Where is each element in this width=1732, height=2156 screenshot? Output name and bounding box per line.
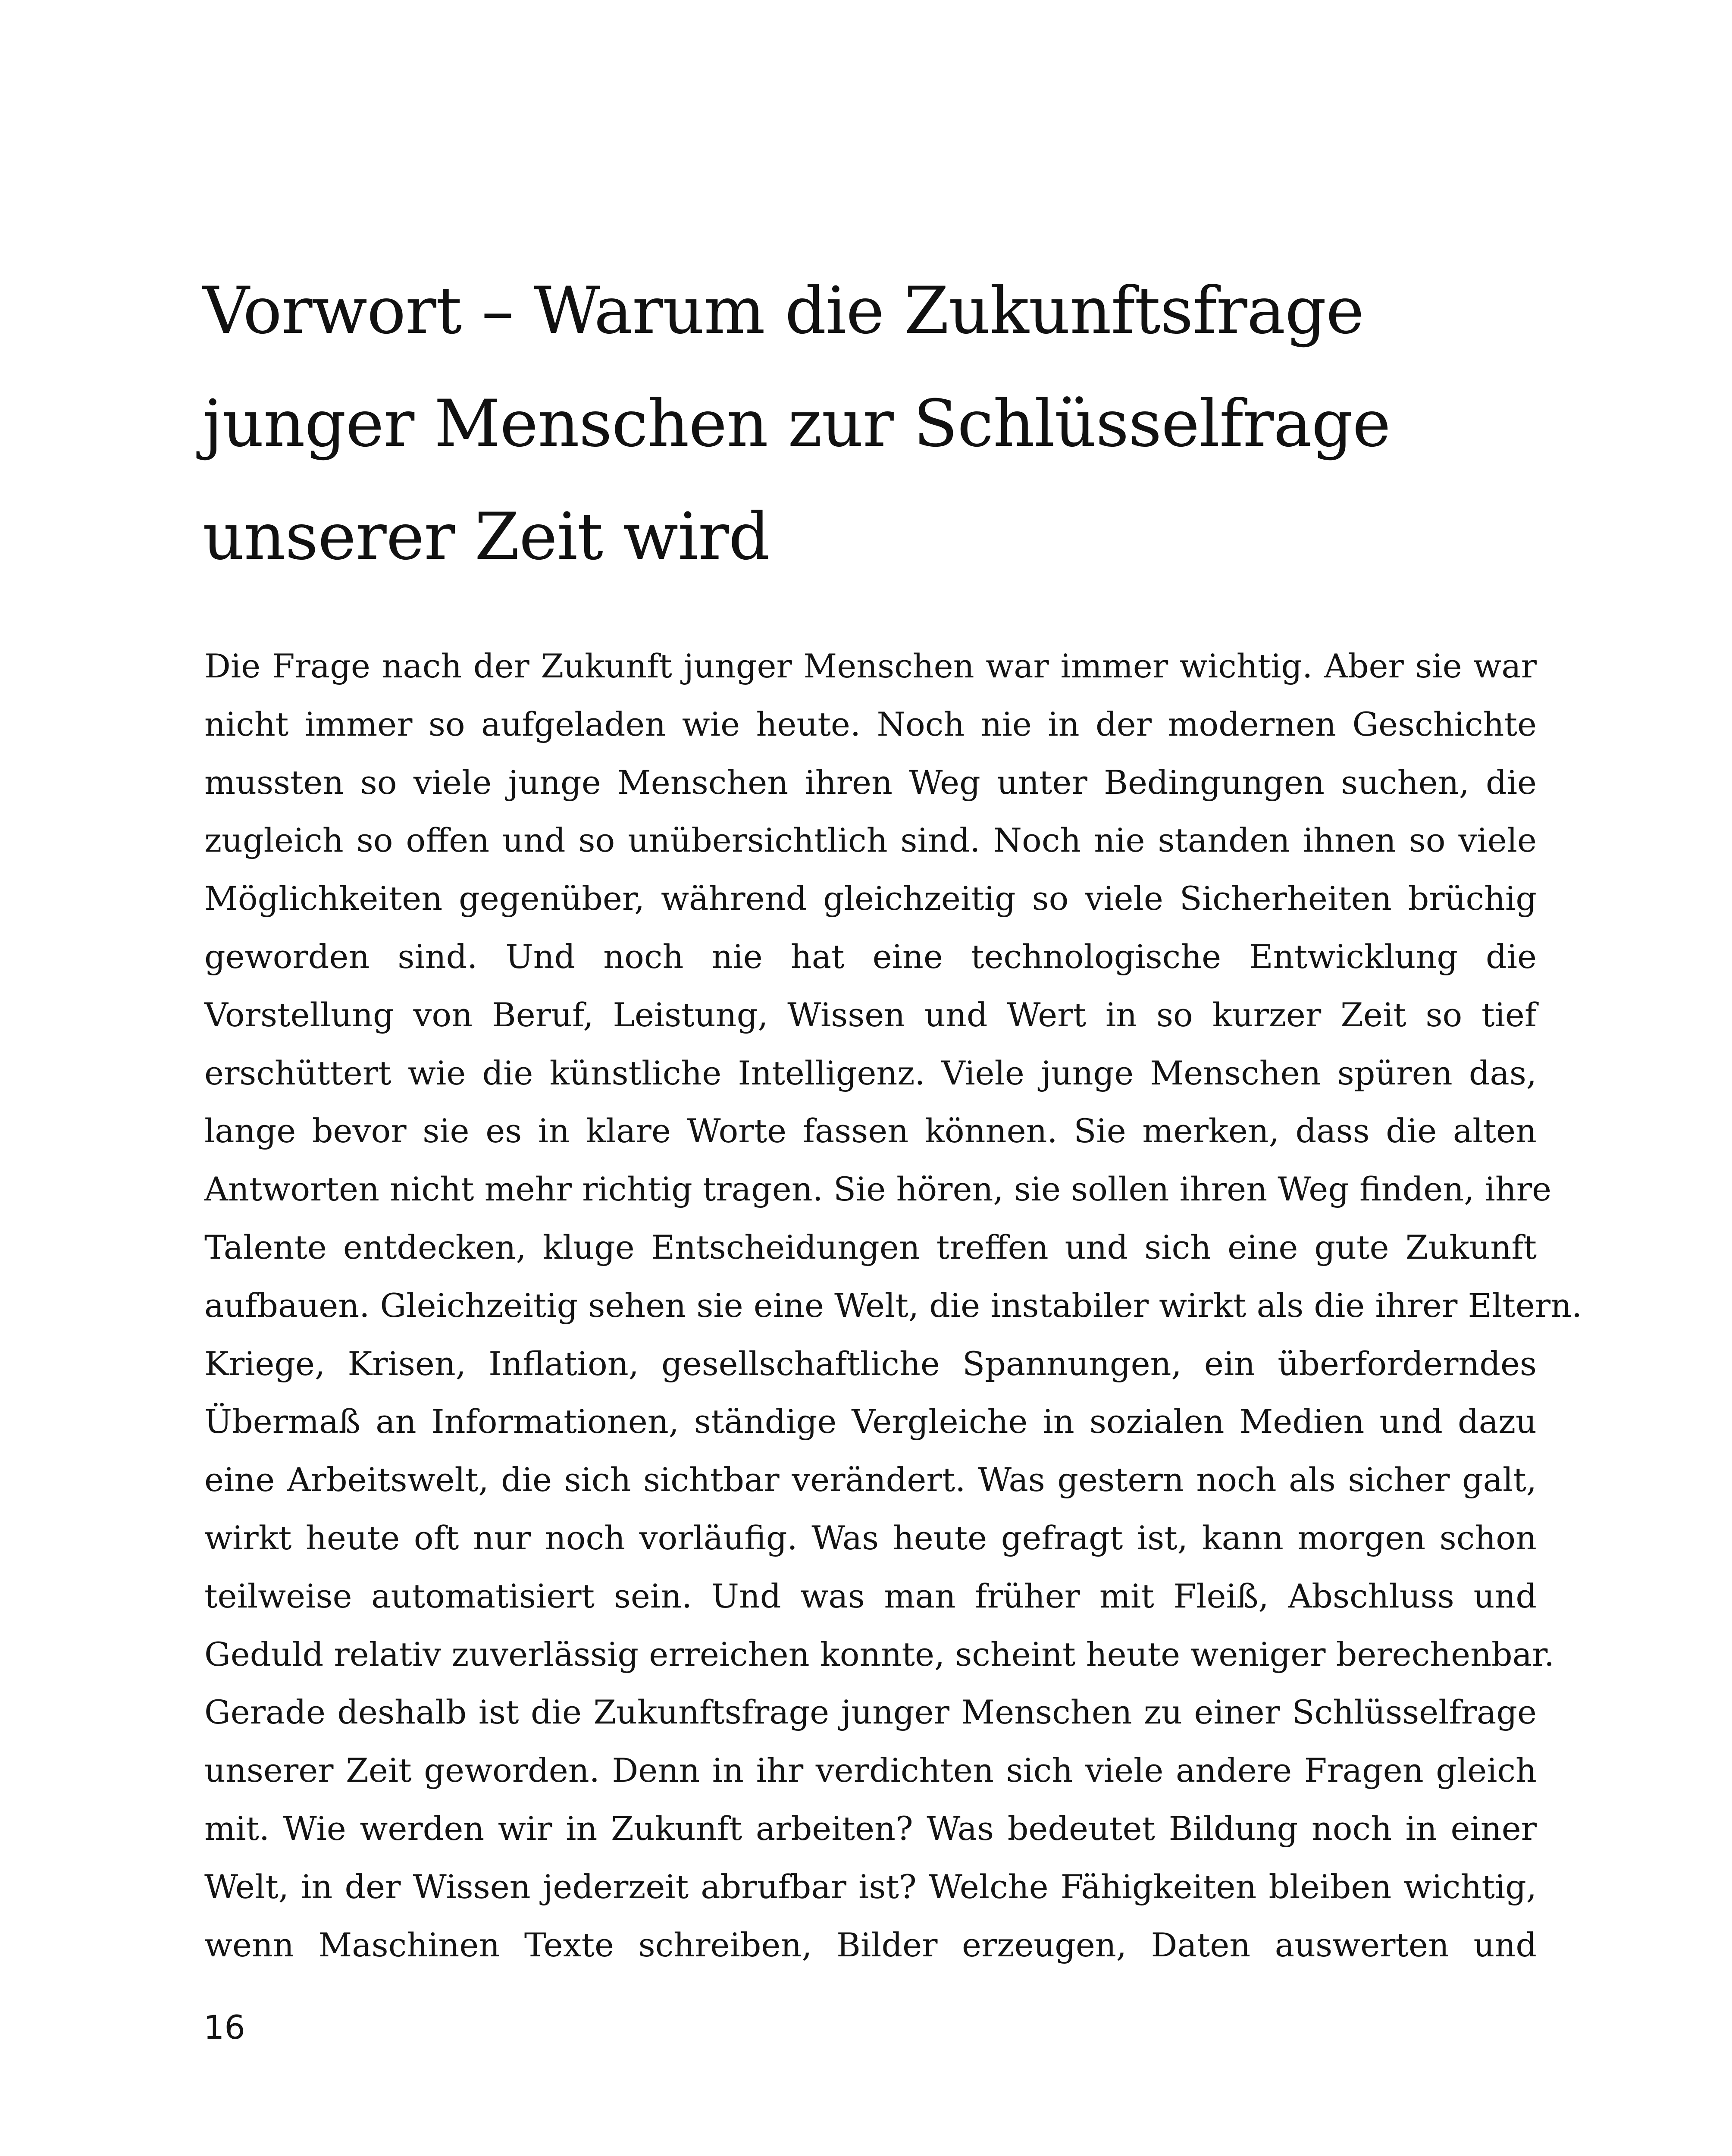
body-paragraph (204, 637, 1582, 1974)
text-line: erschüttert wie die künstliche Intelligenz. Viele junge Menschen spüren das, (204, 1053, 1537, 1092)
text-line: aufbauen. Gleichzeitig sehen sie eine Welt, die instabiler wirkt als die ihrer Eltern. (204, 1286, 1582, 1325)
page-number: 16 (204, 2008, 245, 2046)
text-line: Gerade deshalb ist die Zukunftsfrage junger Menschen zu einer Schlüsselfrage (204, 1693, 1537, 1732)
text-line: Antworten nicht mehr richtig tragen. Sie hören, sie sollen ihren Weg finden, ihre (204, 1170, 1552, 1209)
text-line: teilweise automatisiert sein. Und was man früher mit Fleiß, Abschluss und (204, 1576, 1537, 1615)
text-line: Geduld relativ zuverlässig erreichen konnte, scheint heute weniger berechenbar. (204, 1635, 1555, 1673)
text-line: Übermaß an Informationen, ständige Vergleiche in sozialen Medien und dazu (204, 1402, 1537, 1441)
text-line: Talente entdecken, kluge Entscheidungen treffen und sich eine gute Zukunft (204, 1228, 1537, 1266)
text-line: mussten so viele junge Menschen ihren Weg unter Bedingungen suchen, die (204, 763, 1537, 802)
text-line: wirkt heute oft nur noch vorläufig. Was heute gefragt ist, kann morgen schon (204, 1518, 1537, 1557)
chapter-title (203, 254, 1565, 593)
text-line: wenn Maschinen Texte schreiben, Bilder erzeugen, Daten auswerten und (204, 1925, 1537, 1964)
text-line: lange bevor sie es in klare Worte fassen können. Sie merken, dass die alten (204, 1112, 1537, 1150)
text-line: Welt, in der Wissen jederzeit abrufbar ist? Welche Fähigkeiten bleiben wichtig, (204, 1867, 1537, 1906)
chapter-title-line: junger Menschen zur Schlüsselfrage (203, 386, 1391, 461)
text-line: zugleich so offen und so unübersichtlich sind. Noch nie standen ihnen so viele (204, 821, 1537, 860)
text-line: nicht immer so aufgeladen wie heute. Noch nie in der modernen Geschichte (204, 705, 1537, 743)
chapter-title-line: unserer Zeit wird (203, 499, 770, 574)
text-line: Kriege, Krisen, Inflation, gesellschaftliche Spannungen, ein überforderndes (204, 1344, 1537, 1383)
text-line: Vorstellung von Beruf, Leistung, Wissen und Wert in so kurzer Zeit so tief (204, 995, 1537, 1034)
chapter-title-line: Vorwort – Warum die Zukunftsfrage (203, 273, 1364, 348)
text-line: unserer Zeit geworden. Denn in ihr verdichten sich viele andere Fragen gleich (204, 1751, 1537, 1790)
text-line: Möglichkeiten gegenüber, während gleichzeitig so viele Sicherheiten brüchig (204, 879, 1537, 918)
text-line: Die Frage nach der Zukunft junger Menschen war immer wichtig. Aber sie war (204, 647, 1537, 685)
text-line: geworden sind. Und noch nie hat eine technologische Entwicklung die (204, 937, 1537, 976)
text-line: eine Arbeitswelt, die sich sichtbar verändert. Was gestern noch als sicher galt, (204, 1460, 1537, 1499)
text-line: mit. Wie werden wir in Zukunft arbeiten? Was bedeutet Bildung noch in einer (204, 1809, 1537, 1848)
